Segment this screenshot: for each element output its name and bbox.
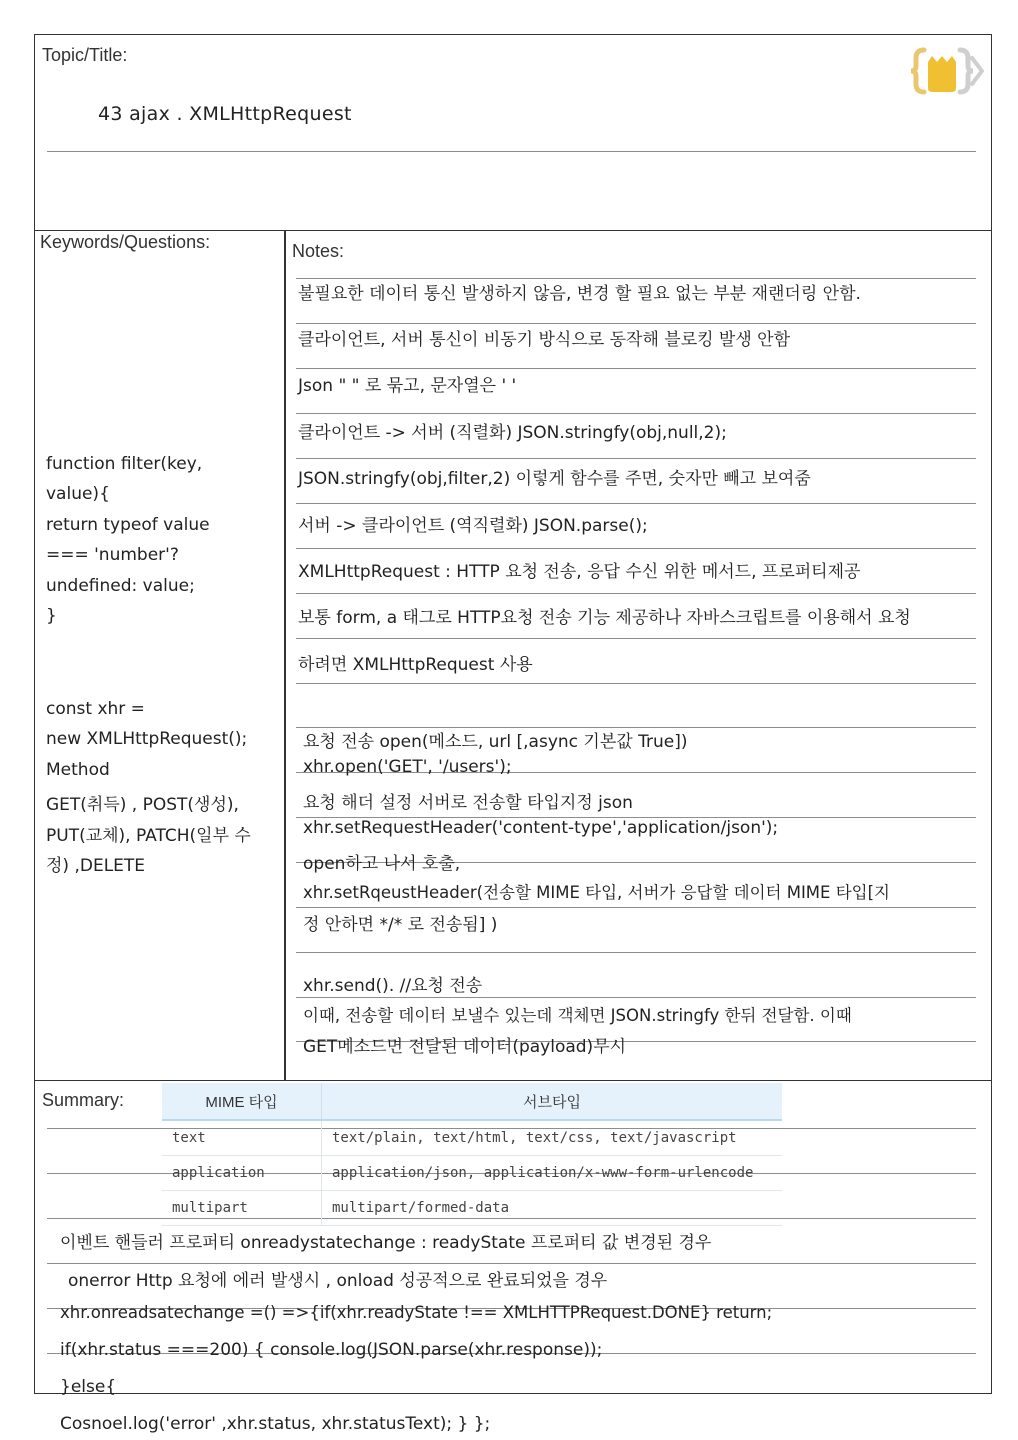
- keyword-line: Method: [46, 760, 110, 780]
- notes-rule: [296, 368, 976, 369]
- note-line: 요청 전송 open(메소드, url [,async 기본값 True]): [303, 732, 688, 752]
- note-line: 요청 해더 설정 서버로 전송할 타입지정 json: [303, 793, 633, 813]
- note-line: GET메소드면 전달된 데이터(payload)무시: [303, 1037, 627, 1057]
- table-header-row: [162, 1083, 782, 1120]
- table-cell: text: [162, 1120, 322, 1156]
- table-row: [162, 1191, 782, 1226]
- table-header: MIME 타입: [162, 1083, 322, 1120]
- keyword-line: return typeof value: [46, 515, 210, 535]
- table-cell: application/json, application/x-www-form-urlencode: [322, 1156, 783, 1191]
- keyword-line: const xhr =: [46, 699, 145, 719]
- table-header: 서브타입: [322, 1083, 783, 1120]
- note-line: 정 안하면 */* 로 전송됨] ): [303, 915, 498, 935]
- keyword-line: PUT(교체), PATCH(일부 수: [46, 826, 251, 846]
- title-section: [34, 34, 992, 231]
- note-line: 클라이언트, 서버 통신이 비동기 방식으로 동작해 블로킹 발생 안함: [298, 330, 791, 350]
- table-row: [162, 1120, 782, 1156]
- table-cell: multipart/formed-data: [322, 1191, 783, 1226]
- note-line: xhr.open('GET', '/users');: [303, 757, 512, 777]
- notes-rule: [296, 503, 976, 504]
- summary-rule: [47, 1263, 976, 1264]
- keyword-line: new XMLHttpRequest();: [46, 729, 248, 749]
- note-line: Json " " 로 묶고, 문자열은 ' ': [298, 376, 517, 396]
- keyword-line: 정) ,DELETE: [46, 856, 146, 876]
- notes-rule: [296, 458, 976, 459]
- note-line: open하고 나서 호출,: [303, 854, 461, 874]
- keyword-line: value){: [46, 484, 110, 504]
- note-line: 보통 form, a 태그로 HTTP요청 전송 기능 제공하나 자바스크립트를 이용해서 요청: [298, 608, 911, 628]
- summary-line: if(xhr.status ===200) { console.log(JSON.parse(xhr.response));: [60, 1340, 603, 1360]
- notes-rule: [296, 907, 976, 908]
- note-line: 클라이언트 -> 서버 (직렬화) JSON.stringfy(obj,null,2);: [298, 423, 727, 443]
- note-line: xhr.setRqeustHeader(전송할 MIME 타입, 서버가 응답할 데이터 MIME 타입[지: [303, 883, 890, 902]
- notes-rule: [296, 638, 976, 639]
- topic-label: Topic/Title:: [42, 45, 128, 65]
- keyword-line: === 'number'?: [46, 545, 179, 565]
- note-line: JSON.stringfy(obj,filter,2) 이렇게 함수를 주면, 숫자만 빼고 보여줌: [298, 469, 811, 489]
- summary-line: onerror Http 요청에 에러 발생시 , onload 성공적으로 완료되었을 경우: [68, 1271, 608, 1291]
- table-cell: multipart: [162, 1191, 322, 1226]
- note-line: 서버 -> 클라이언트 (역직렬화) JSON.parse();: [298, 516, 648, 536]
- notes-rule: [296, 413, 976, 414]
- summary-line: 이벤트 핸들러 프로퍼티 onreadystatechange : readyState 프로퍼티 값 변경된 경우: [60, 1233, 712, 1253]
- keyword-line: GET(취득) , POST(생성),: [46, 795, 239, 815]
- keyword-line: }: [46, 606, 57, 626]
- summary-line: Cosnoel.log('error' ,xhr.status, xhr.statusText); } };: [60, 1414, 491, 1434]
- notes-rule: [296, 548, 976, 549]
- title-rule: [47, 151, 976, 152]
- notes-rule: [296, 593, 976, 594]
- notes-rule: [296, 952, 976, 953]
- note-line: XMLHttpRequest : HTTP 요청 전송, 응답 수신 위한 메서드, 프로퍼티제공: [298, 562, 861, 582]
- table-row: [162, 1156, 782, 1191]
- page-title: 43 ajax . XMLHttpRequest: [98, 103, 352, 125]
- note-line: xhr.send(). //요청 전송: [303, 976, 483, 996]
- table-cell: application: [162, 1156, 322, 1191]
- notes-rule: [296, 323, 976, 324]
- notes-rule: [296, 683, 976, 684]
- keyword-line: undefined: value;: [46, 576, 195, 596]
- note-line: 불필요한 데이터 통신 발생하지 않음, 변경 할 필요 없는 부분 재랜더링 안함.: [298, 284, 861, 304]
- mime-type-table: [162, 1083, 782, 1226]
- note-line: 이때, 전송할 데이터 보낼수 있는데 객체면 JSON.stringfy 한뒤 전달함. 이때: [303, 1006, 852, 1025]
- notes-label: Notes:: [292, 241, 345, 261]
- table-cell: text/plain, text/html, text/css, text/javascript: [322, 1120, 783, 1156]
- keyword-line: function filter(key,: [46, 454, 203, 474]
- summary-line: }else{: [60, 1377, 117, 1397]
- summary-line: xhr.onreadsatechange =() =>{if(xhr.readyState !== XMLHTTPRequest.DONE} return;: [60, 1303, 773, 1322]
- notes-rule: [296, 997, 976, 998]
- summary-label: Summary:: [42, 1090, 125, 1110]
- keywords-label: Keywords/Questions:: [40, 232, 211, 252]
- note-line: 하려면 XMLHttpRequest 사용: [298, 655, 533, 675]
- column-divider: [284, 230, 286, 1080]
- note-line: xhr.setRequestHeader('content-type','application/json');: [303, 818, 779, 838]
- cornell-notes-logo-icon: [908, 44, 984, 98]
